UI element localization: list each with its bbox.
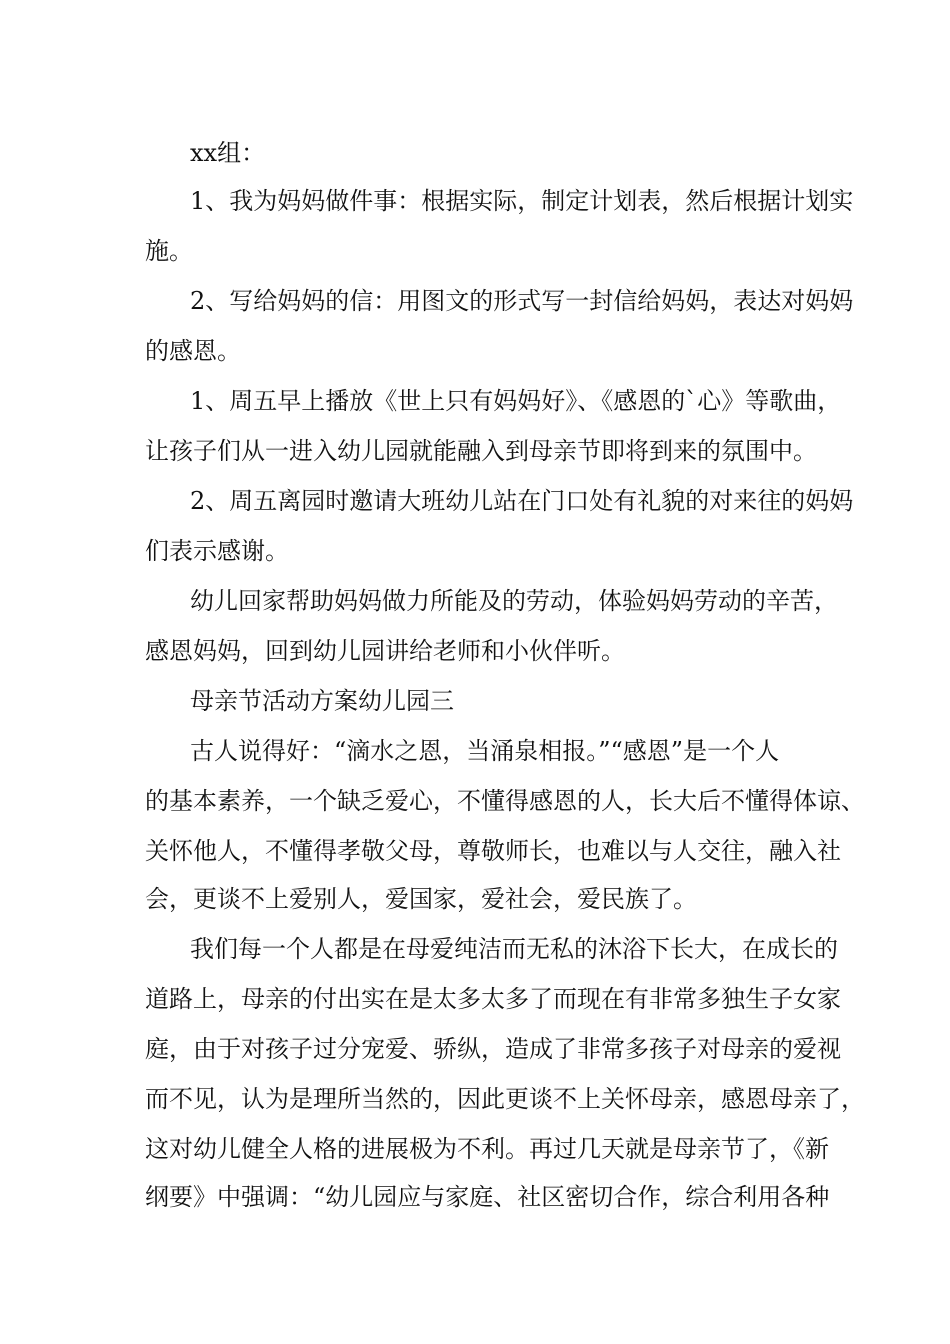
text-line: 2、周五离园时邀请大班幼儿站在门口处有礼貌的对来往的妈妈 <box>190 487 854 515</box>
section-heading: 母亲节活动方案幼儿园三 <box>190 687 454 715</box>
text-line: 纲要》中强调：“幼儿园应与家庭、社区密切合作，综合利用各种 <box>145 1183 830 1211</box>
text-line: 的基本素养，一个缺乏爱心，不懂得感恩的人，长大后不懂得体谅、 <box>145 787 865 815</box>
text-line: 幼儿回家帮助妈妈做力所能及的劳动，体验妈妈劳动的辛苦， <box>190 587 838 615</box>
text-line: 的感恩。 <box>145 337 241 365</box>
text-line: 而不见，认为是理所当然的，因此更谈不上关怀母亲，感恩母亲了， <box>145 1085 865 1113</box>
text-line: 施。 <box>145 237 193 265</box>
text-line: 会，更谈不上爱别人，爱国家，爱社会，爱民族了。 <box>145 885 697 913</box>
text-line: 道路上，母亲的付出实在是太多太多了而现在有非常多独生子女家 <box>145 985 841 1013</box>
text-line: 我们每一个人都是在母爱纯洁而无私的沐浴下长大，在成长的 <box>190 935 838 963</box>
text-line: xx组： <box>190 139 266 167</box>
text-line: 庭，由于对孩子过分宠爱、骄纵，造成了非常多孩子对母亲的爱视 <box>145 1035 841 1063</box>
text-line: 感恩妈妈，回到幼儿园讲给老师和小伙伴听。 <box>145 637 625 665</box>
text-line: 2、写给妈妈的信：用图文的形式写一封信给妈妈，表达对妈妈 <box>190 287 854 315</box>
text-line: 1、周五早上播放《世上只有妈妈好》、《感恩的`心》等歌曲， <box>190 387 842 415</box>
text-line: 1、我为妈妈做件事：根据实际，制定计划表，然后根据计划实 <box>190 187 854 215</box>
text-line: 古人说得好：“滴水之恩，当涌泉相报。”“感恩”是一个人 <box>190 737 780 765</box>
text-line: 让孩子们从一进入幼儿园就能融入到母亲节即将到来的氛围中。 <box>145 437 817 465</box>
text-line: 们表示感谢。 <box>145 537 289 565</box>
text-line: 这对幼儿健全人格的进展极为不利。再过几天就是母亲节了，《新 <box>145 1135 829 1163</box>
text-line: 关怀他人，不懂得孝敬父母，尊敬师长，也难以与人交往，融入社 <box>145 837 841 865</box>
